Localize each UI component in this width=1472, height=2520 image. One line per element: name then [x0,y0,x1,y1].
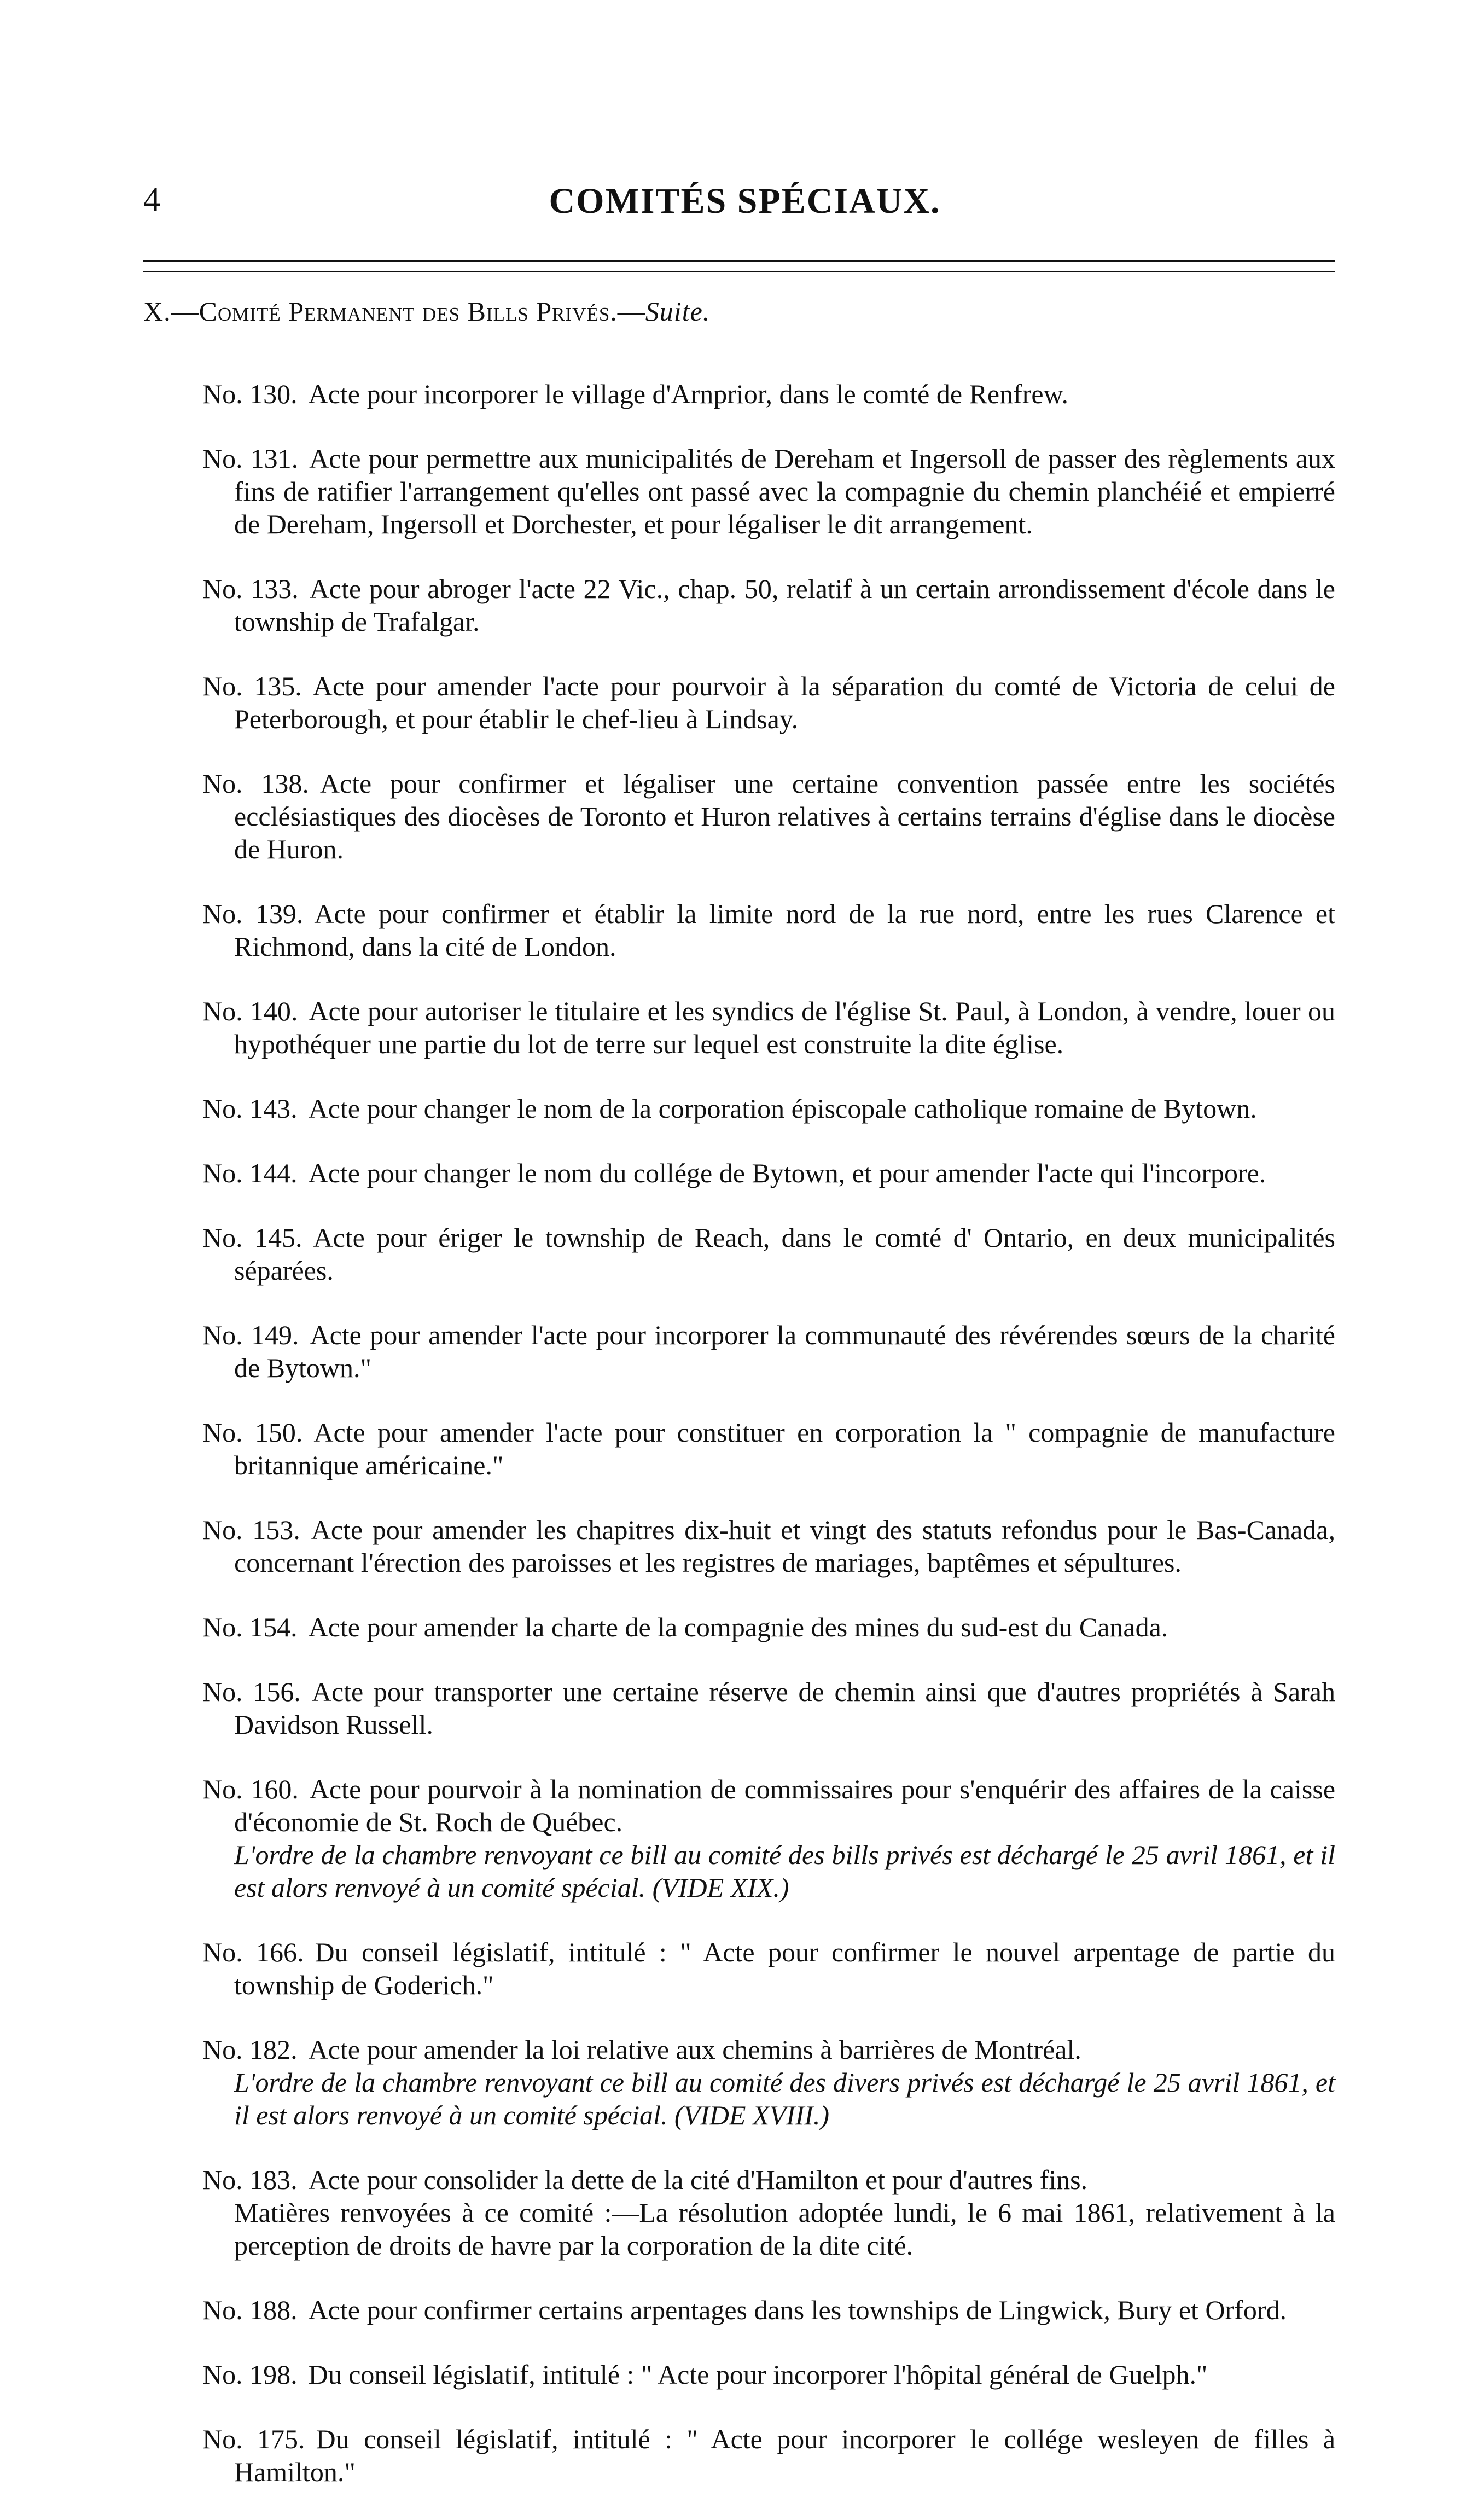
page-title: COMITÉS SPÉCIAUX. [549,181,941,221]
bill-number: No. 175. [202,2424,305,2454]
bill-entry [202,2033,1335,2132]
page-number: 4 [143,181,160,218]
bill-number: No. 160. [202,1774,299,1804]
bill-entry [202,442,1335,541]
section-prefix: X.— [143,296,199,327]
bill-text: Acte pour autoriser le titulaire et les syndics de l'église St. Paul, à London, à vendre, louer ou hypothéquer une partie du lot de terre sur lequel est construite la dite église. [234,996,1336,1059]
bill-entry [202,1513,1335,1579]
bill-text: Acte pour amender l'acte pour pourvoir à la séparation du comté de Victoria de celui de Peterborough, et pour établir le chef-lieu à Lindsay. [234,671,1336,734]
bill-text: Du conseil législatif, intitulé : " Acte pour confirmer le nouvel arpentage de partie du township de Goderich." [234,1937,1335,2000]
bill-number: No. 143. [202,1093,298,1124]
bill-entry [202,378,1335,410]
bill-entry [202,2358,1335,2391]
bill-entry [202,1092,1335,1125]
bill-entry [202,897,1335,963]
bill-entry [202,2163,1335,2262]
bill-text: Acte pour pourvoir à la nomination de commissaires pour s'enquérir des affaires de la caisse d'économie de St. Roch de Québec. [234,1774,1336,1837]
section-heading [143,295,710,327]
bill-number: No. 188. [202,2295,298,2325]
bill-entry [202,1157,1335,1189]
bill-entry [202,995,1335,1060]
bill-number: No. 145. [202,1222,302,1253]
bill-text: Acte pour amender l'acte pour incorporer la communauté des révérendes sœurs de la charité de Bytown." [234,1320,1335,1383]
bill-number: No. 131. [202,443,299,474]
bill-number: No. 153. [202,1514,300,1545]
bill-note: Matières renvoyées à ce comité :—La résolution adoptée lundi, le 6 mai 1861, relativement à la perception de droits de havre par la corporation de la dite cité. [234,2197,1335,2261]
bill-entry [202,1319,1335,1384]
bill-text: Acte pour abroger l'acte 22 Vic., chap. 50, relatif à un certain arrondissement d'école dans le township de Trafalgar. [234,573,1335,637]
bill-number: No. 182. [202,2034,298,2065]
bill-number: No. 183. [202,2164,298,2195]
bill-number: No. 149. [202,1320,299,1350]
bill-entry [202,1221,1335,1287]
bill-entry [202,1773,1335,1904]
bill-number: No. 150. [202,1417,303,1448]
bill-number: No. 166. [202,1937,304,1967]
bill-text: Acte pour amender la loi relative aux chemins à barrières de Montréal. [308,2034,1081,2065]
bill-number: No. 144. [202,1158,298,1188]
bill-text: Acte pour permettre aux municipalités de Dereham et Ingersoll de passer des règlements aux fins de ratifier l'arrangement qu'elles ont passé avec la compagnie du chemin planchéié et empierré de Dereham, Ingersoll et Dorchester, et pour légaliser le dit arrangement. [234,443,1336,539]
bill-text: Acte pour confirmer et établir la limite nord de la rue nord, entre les rues Clarence et Richmond, dans la cité de London. [234,898,1336,962]
section-suffix: Suite. [645,296,711,327]
bill-entry [202,1936,1335,2001]
bill-list [202,350,1335,2520]
bill-text: Acte pour amender l'acte pour constituer en corporation la " compagnie de manufacture britannique américaine." [234,1417,1336,1480]
bill-text: Acte pour incorporer le village d'Arnprior, dans le comté de Renfrew. [308,379,1068,409]
bill-entry [202,1611,1335,1644]
section-name: Comité Permanent des Bills Privés.— [199,296,645,327]
bill-text: Acte pour confirmer certains arpentages dans les townships de Lingwick, Bury et Orford. [308,2295,1287,2325]
bill-number: No. 139. [202,898,304,929]
bill-number: No. 135. [202,671,302,701]
bill-number: No. 154. [202,1612,298,1642]
bill-entry [202,2293,1335,2326]
bill-text: Acte pour ériger le township de Reach, dans le comté d' Ontario, en deux municipalités séparées. [234,1222,1335,1286]
header-rule-top [143,260,1335,262]
bill-text: Du conseil législatif, intitulé : " Acte pour incorporer le collége wesleyen de filles à Hamilton." [234,2424,1336,2487]
bill-entry [202,670,1335,735]
bill-entry [202,1416,1335,1482]
bill-text: Acte pour changer le nom de la corporation épiscopale catholique romaine de Bytown. [308,1093,1257,1124]
bill-text: Acte pour amender les chapitres dix-huit et vingt des statuts refondus pour le Bas-Canada, concernant l'érection des paroisses et les registres de mariages, baptêmes et sépultures. [234,1514,1335,1578]
bill-entry [202,572,1335,638]
bill-note: L'ordre de la chambre renvoyant ce bill au comité des divers privés est déchargé le 25 avril 1861, et il est alors renvoyé à un comité spécial. (VIDE XVIII.) [234,2067,1335,2130]
bill-number: No. 130. [202,379,298,409]
header-rule-bottom [143,271,1335,272]
bill-note: L'ordre de la chambre renvoyant ce bill au comité des bills privés est déchargé le 25 avril 1861, et il est alors renvoyé à un comité spécial. (VIDE XIX.) [234,1839,1335,1903]
bill-number: No. 198. [202,2359,298,2390]
bill-text: Acte pour transporter une certaine réserve de chemin ainsi que d'autres propriétés à Sarah Davidson Russell. [234,1676,1336,1740]
bill-number: No. 133. [202,573,299,604]
running-head [143,181,1346,235]
bill-number: No. 156. [202,1676,301,1707]
bill-text: Du conseil législatif, intitulé : " Acte pour incorporer l'hôpital général de Guelph." [308,2359,1208,2390]
bill-number: No. 138. [202,768,309,799]
bill-entry [202,767,1335,866]
bill-entry [202,1675,1335,1741]
bill-text: Acte pour amender la charte de la compagnie des mines du sud-est du Canada. [308,1612,1168,1642]
bill-text: Acte pour consolider la dette de la cité d'Hamilton et pour d'autres fins. [308,2164,1088,2195]
bill-number: No. 140. [202,996,298,1026]
bill-entry [202,2423,1335,2488]
bill-text: Acte pour changer le nom du collége de Bytown, et pour amender l'acte qui l'incorpore. [308,1158,1266,1188]
bill-text: Acte pour confirmer et légaliser une certaine convention passée entre les sociétés ecclésiastiques des diocèses de Toronto et Huron relatives à certains terrains d'église dans le diocèse de Huron. [234,768,1336,864]
